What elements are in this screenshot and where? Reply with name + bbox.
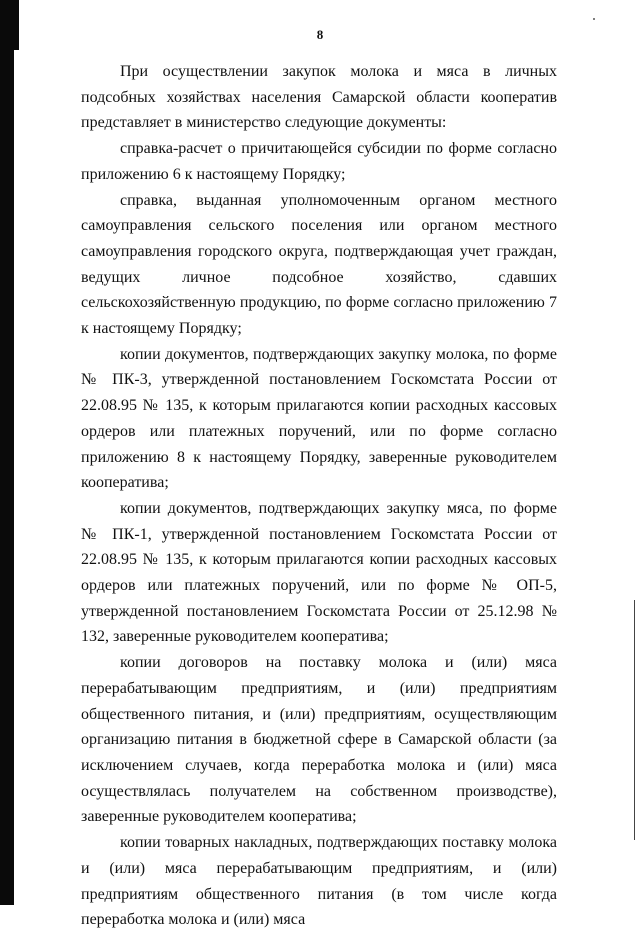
page-number: 8 (316, 27, 324, 42)
scan-left-edge (0, 0, 14, 905)
paragraph-meat-docs: копии документов, подтверждающих закупку мяса, по форме № ПК-1, утвержденной постановлением Госкомстата России от 22.08.95 № 135, к которым прилагаются копии расходных кассовых ордеров или платежных поручений, или по форме № ОП-5, утвержденной постановлением Госкомстата России от 25.12.98 № 132, заверенные руководителем кооператива; (81, 499, 557, 646)
paragraph-supply-contracts: копии договоров на поставку молока и (или) мяса перерабатывающим предприятиям, и (или) предприятиям общественного питания, и (или) предприятиям, осуществляющим организацию питания в бюджетной сфере в Самарской области (за исключением случаев, когда переработка молока и (или) мяса осуществлялась получателем на собственном производстве), заверенные руководителем кооператива; (81, 654, 557, 826)
scan-right-rule (634, 600, 635, 840)
paragraph-intro: При осуществлении закупок молока и мяса в личных подсобных хозяйствах населения Самарской области кооператив представляет в министерство следующие документы: (81, 63, 557, 132)
paragraph-subsidy-calc: справка-расчет о причитающейся субсидии по форме согласно приложению 6 к настоящему Порядку; (81, 140, 557, 183)
paragraph-local-certificate: справка, выданная уполномоченным органом местного самоуправления сельского поселения или органом местного самоуправления городского округа, подтверждающая учет граждан, ведущих личное подсобное хозяйство, сдавших сельскохозяйственную продукцию, по форме согласно приложению 7 к настоящему Порядку; (81, 191, 557, 338)
document-body (81, 59, 557, 933)
scan-speck (593, 18, 595, 20)
paragraph-waybills: копии товарных накладных, подтверждающих поставку молока и (или) мяса перерабатывающим предприятиям, и (или) предприятиям общественного питания (в том числе когда переработка молока и (или) мяса (81, 834, 557, 929)
paragraph-milk-docs: копии документов, подтверждающих закупку молока, по форме № ПК-3, утвержденной постановлением Госкомстата России от 22.08.95 № 135, к которым прилагаются копии расходных кассовых ордеров или платежных поручений, или по форме согласно приложению 8 к настоящему Порядку, заверенные руководителем кооператива; (81, 345, 557, 492)
